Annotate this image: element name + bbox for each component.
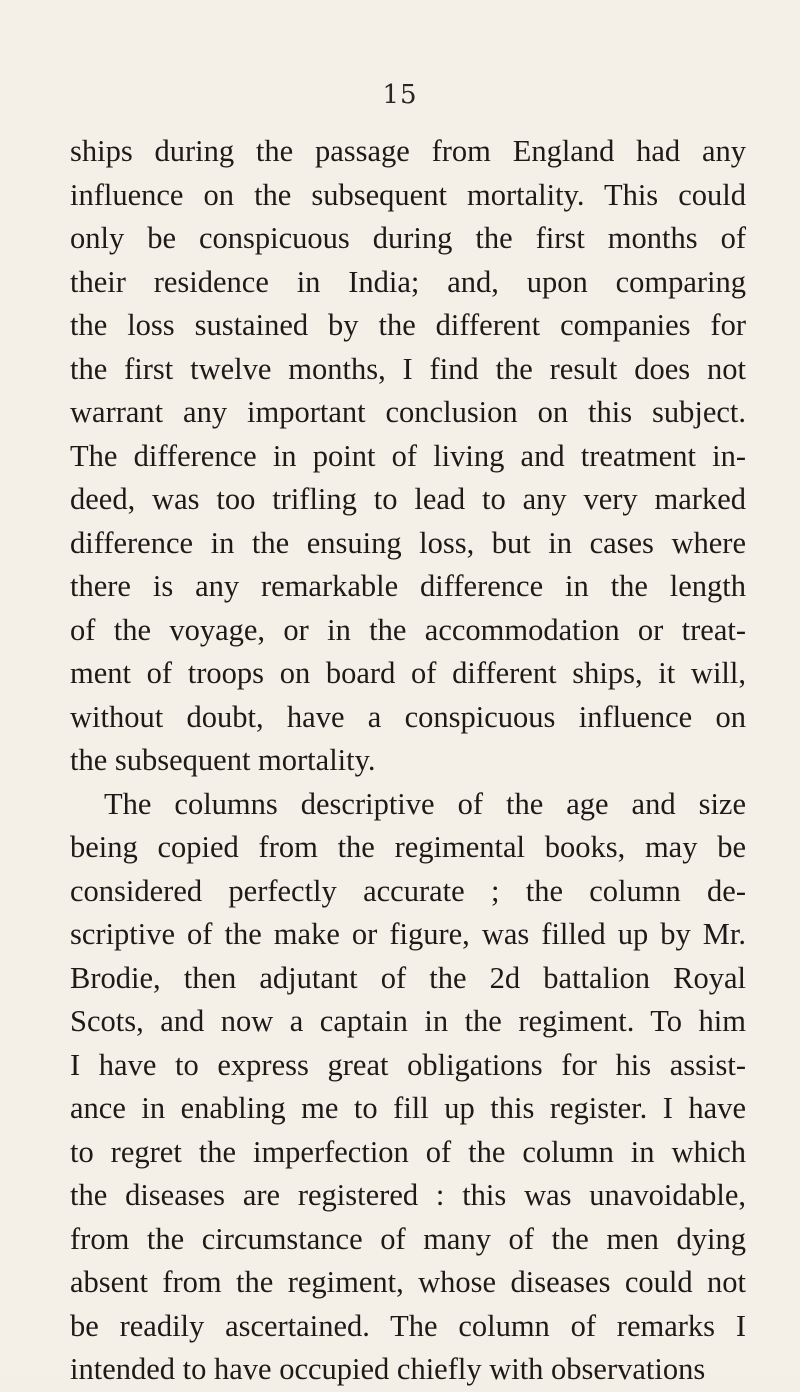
text-line: ment of troops on board of different ships, it will, [70,656,746,690]
text-line: difference in the ensuing loss, but in cases where [70,525,746,560]
text-line: The difference in point of living and treatment in- [70,438,746,473]
page-number: 15 [382,80,418,110]
text-line: The columns descriptive of the age and size [104,786,746,821]
text-line: without doubt, have a conspicuous influence on [70,699,746,734]
text-line: being copied from the regimental books, may be [70,830,746,864]
text-line: absent from the regiment, whose diseases could not [70,1265,746,1299]
text-line: considered perfectly accurate ; the column de- [70,873,746,908]
text-line: Brodie, then adjutant of the 2d battalion Royal [70,960,746,995]
body-text [70,130,746,1392]
paragraph [70,130,746,783]
text-line: the loss sustained by the different companies for [70,308,746,342]
paragraph [70,783,746,1392]
text-line: only be conspicuous during the first months of [70,221,746,255]
text-line: intended to have occupied chiefly with observations [70,1352,706,1386]
text-line: deed, was too trifling to lead to any very marked [70,482,746,516]
text-line: Scots, and now a captain in the regiment. To him [70,1004,746,1038]
text-line: their residence in India; and, upon comparing [70,264,746,299]
text-line: be readily ascertained. The column of remarks I [70,1308,746,1343]
text-line: ance in enabling me to fill up this register. I have [70,1091,746,1125]
text-line: there is any remarkable difference in the length [70,569,746,603]
text-line: the subsequent mortality. [70,743,376,777]
text-line: from the circumstance of many of the men dying [70,1221,746,1256]
text-line: of the voyage, or in the accommodation or treat- [70,612,746,647]
text-line: to regret the imperfection of the column in which [70,1134,746,1169]
text-line: influence on the subsequent mortality. This could [70,177,746,212]
text-line: I have to express great obligations for his assist- [70,1047,746,1082]
text-line: ships during the passage from England had any [70,134,746,168]
text-line: warrant any important conclusion on this subject. [70,395,746,429]
text-line: the first twelve months, I find the result does not [70,351,746,386]
text-line: scriptive of the make or figure, was filled up by Mr. [70,917,746,951]
text-line: the diseases are registered : this was unavoidable, [70,1178,746,1212]
